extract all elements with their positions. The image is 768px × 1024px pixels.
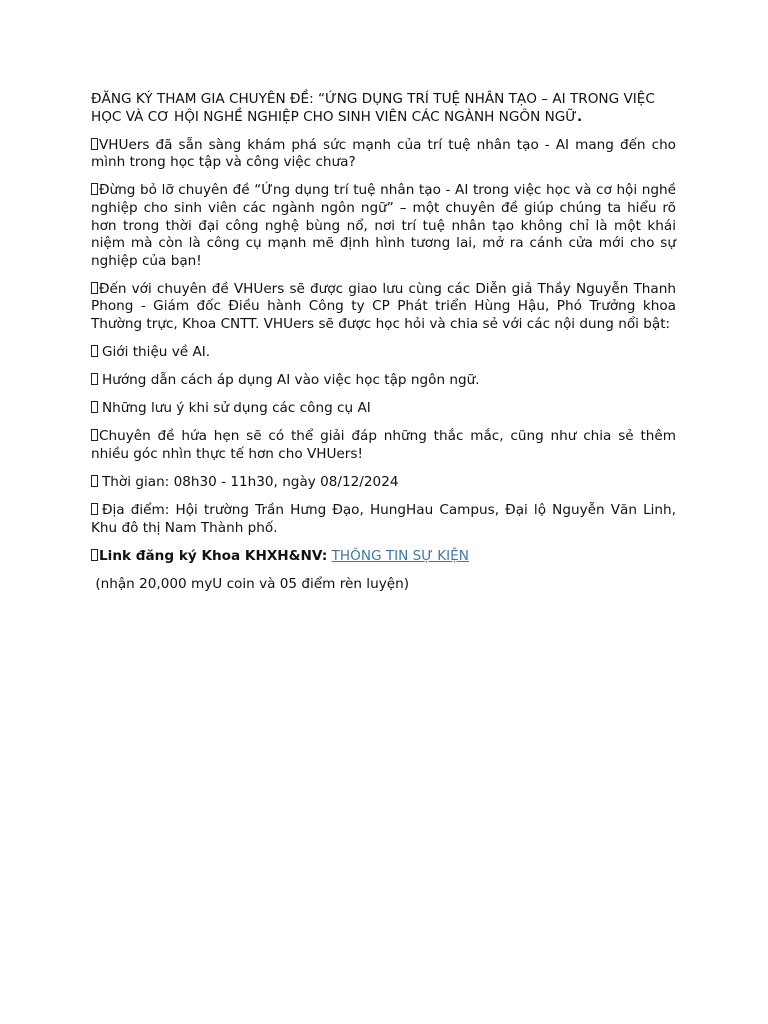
missing-glyph-icon [91,345,98,357]
promo-text: Đừng bỏ lỡ chuyên đề “Ứng dụng trí tuệ nhân tạo - AI trong việc học và cơ hội nghề nghiệp cho sinh viên các ngành ngôn ngữ” – một chuyên đề giúp chúng ta hiểu rõ hơn trong thời đại công nghệ bùng nổ, nơi trí tuệ nhân tạo không chỉ là một khái niệm mà còn là công cụ mạnh mẽ định hình tương lai, mở ra cánh cửa mới cho sự nghiệp của bạn! [91,182,676,269]
reward-note-text: (nhận 20,000 myU coin và 05 điểm rèn luyện) [91,575,410,592]
missing-glyph-icon [91,282,98,294]
topic-text: Những lưu ý khi sử dụng các công cụ AI [102,400,371,417]
promise-text: Chuyên đề hứa hẹn sẽ có thể giải đáp những thắc mắc, cũng như chia sẻ thêm nhiều góc nhìn thực tế hơn cho VHUers! [91,428,676,462]
location-paragraph [91,502,676,537]
time-text: Thời gian: 08h30 - 11h30, ngày 08/12/2024 [102,474,399,491]
topic-text: Hướng dẫn cách áp dụng AI vào việc học tập ngôn ngữ. [102,372,480,389]
missing-glyph-icon [91,475,98,487]
missing-glyph-icon [91,373,98,385]
speaker-text: Đến với chuyên đề VHUers sẽ được giao lưu cùng các Diễn giả Thầy Nguyễn Thanh Phong - Giám đốc Điều hành Công ty CP Phát triển Hùng Hậu, Phó Trưởng khoa Thường trực, Khoa CNTT. VHUers sẽ được học hỏi và chia sẻ với các nội dung nổi bật: [91,280,676,333]
missing-glyph-icon [91,401,98,413]
promise-paragraph [91,428,676,463]
time-paragraph [91,474,676,492]
missing-glyph-icon [91,183,98,195]
title-end: . [576,108,583,125]
missing-glyph-icon [91,549,98,561]
topic-item [91,344,676,362]
promo-paragraph [91,182,676,270]
topic-item [91,400,676,418]
missing-glyph-icon [91,429,98,441]
intro-question-paragraph [91,137,676,172]
speaker-paragraph [91,281,676,334]
register-label: Link đăng ký Khoa KHXH&NV: [99,547,328,564]
title-text: ĐĂNG KÝ THAM GIA CHUYÊN ĐỀ: “ỨNG DỤNG TRÍ TUỆ NHÂN TẠO – AI TRONG VIỆC HỌC VÀ CƠ HỘI NGHỀ NGHIỆP CHO SINH VIÊN CÁC NGÀNH NGÔN NGỮ [91,91,655,125]
reward-note [91,576,676,594]
location-text: Địa điểm: Hội trường Trần Hưng Đạo, HungHau Campus, Đại lộ Nguyễn Văn Linh, Khu đô thị Nam Thành phố. [91,502,676,536]
missing-glyph-icon [91,138,98,150]
document-title [91,91,676,126]
intro-question-text: VHUers đã sẵn sàng khám phá sức mạnh của trí tuệ nhân tạo - AI mang đến cho mình trong học tập và công việc chưa? [91,136,676,171]
topic-text: Giới thiệu về AI. [102,344,211,361]
missing-glyph-icon [91,503,98,515]
register-link[interactable]: THÔNG TIN SỰ KIỆN [331,547,469,564]
topic-item [91,372,676,390]
register-paragraph [91,548,676,566]
